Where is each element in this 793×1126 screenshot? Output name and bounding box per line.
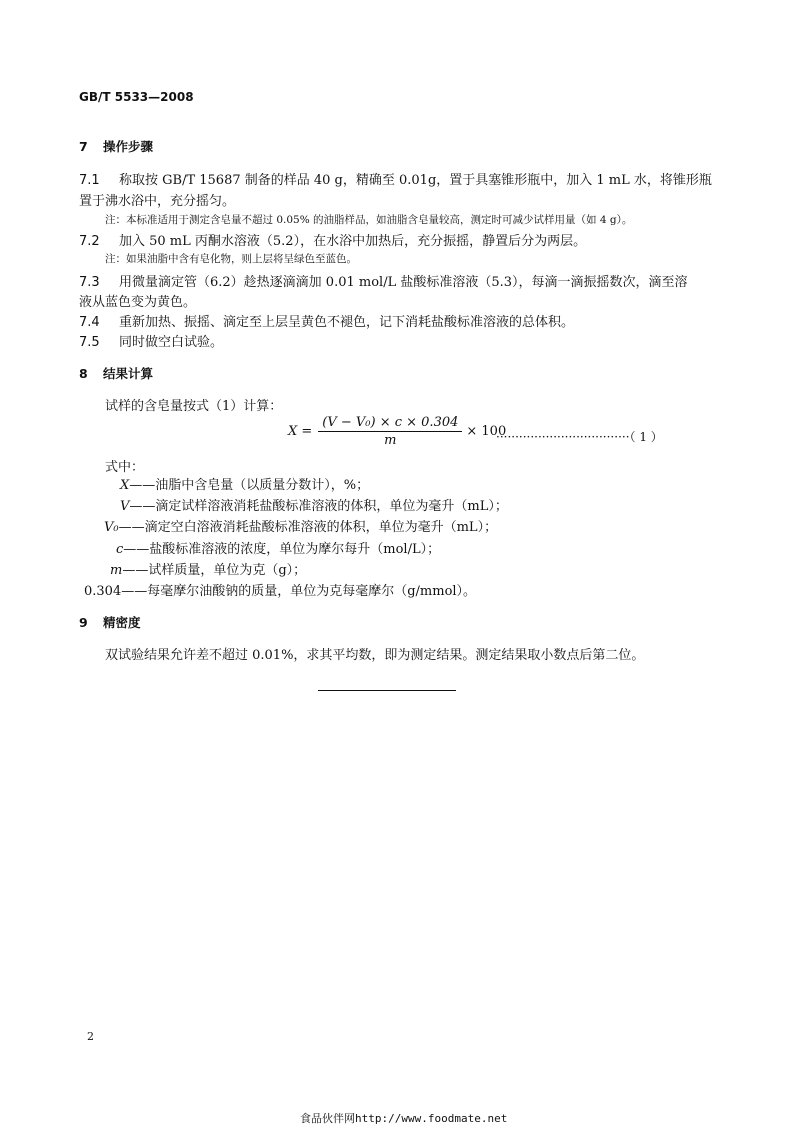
clause-number: 7.2 bbox=[79, 234, 100, 249]
var-symbol: c bbox=[116, 542, 124, 557]
clause-text: 同时做空白试验。 bbox=[119, 335, 224, 350]
section-number: 8 bbox=[79, 366, 88, 381]
standard-code: GB/T 5533—2008 bbox=[79, 90, 194, 104]
clause-number: 7.4 bbox=[79, 315, 100, 330]
where-label: 式中： bbox=[105, 460, 145, 475]
footer-watermark: 食品伙伴网http://www.foodmate.net bbox=[300, 1112, 508, 1125]
formula-1 bbox=[288, 415, 506, 448]
var-desc: ——试样质量，单位为克（g）； bbox=[122, 563, 307, 578]
var-symbol: m bbox=[110, 563, 123, 578]
section-8-heading bbox=[79, 364, 153, 382]
clause-7-3 bbox=[79, 271, 688, 290]
page-number: 2 bbox=[87, 1030, 94, 1043]
formula-fraction bbox=[318, 415, 462, 448]
section-title: 精密度 bbox=[103, 615, 141, 630]
note-7-2: 注：如果油脂中含有皂化物，则上层将呈绿色至蓝色。 bbox=[105, 253, 357, 265]
section-7-heading bbox=[79, 137, 153, 155]
var-desc: ——滴定试样溶液消耗盐酸标准溶液的体积，单位为毫升（mL）； bbox=[129, 499, 508, 514]
formula-numerator: (V − V₀) × c × 0.304 bbox=[318, 415, 462, 432]
precision-text: 双试验结果允许差不超过 0.01%，求其平均数，即为测定结果。测定结果取小数点后第二位。 bbox=[105, 648, 645, 663]
clause-7-1 bbox=[79, 169, 712, 188]
equation-number: ···································（ 1 ） bbox=[496, 430, 663, 444]
var-symbol: V bbox=[120, 499, 130, 514]
clause-number: 7.5 bbox=[79, 335, 100, 350]
var-symbol: 0.304 bbox=[84, 584, 122, 599]
var-desc: ——滴定空白溶液消耗盐酸标准溶液的体积，单位为毫升（mL）； bbox=[118, 520, 498, 535]
note-7-1: 注：本标准适用于测定含皂量不超过 0.05% 的油脂样品，如油脂含皂量较高，测定时可减少试样用量（如 4 g）。 bbox=[105, 214, 633, 226]
section-title: 操作步骤 bbox=[103, 139, 154, 154]
formula-denominator: m bbox=[384, 433, 397, 448]
section-title: 结果计算 bbox=[103, 366, 154, 381]
end-divider bbox=[318, 690, 456, 691]
var-desc: ——油脂中含皂量（以质量分数计），%； bbox=[129, 478, 370, 493]
var-desc: ——每毫摩尔油酸钠的质量，单位为克每毫摩尔（g/mmol）。 bbox=[121, 584, 477, 599]
clause-number: 7.1 bbox=[79, 173, 100, 188]
var-v0 bbox=[104, 516, 497, 535]
var-symbol: V₀ bbox=[104, 520, 119, 535]
var-constant bbox=[84, 580, 476, 599]
clause-7-5 bbox=[79, 331, 223, 350]
clause-7-3-cont: 液从蓝色变为黄色。 bbox=[79, 295, 197, 310]
clause-text: 用微量滴定管（6.2）趁热逐滴滴加 0.01 mol/L 盐酸标准溶液（5.3），每滴一滴振摇数次，滴至溶 bbox=[119, 275, 688, 290]
var-v bbox=[120, 495, 508, 514]
clause-text: 加入 50 mL 丙酮水溶液（5.2），在水浴中加热后，充分振摇，静置后分为两层。 bbox=[119, 234, 587, 249]
var-symbol: X bbox=[120, 478, 130, 493]
section-number: 9 bbox=[79, 615, 88, 630]
clause-text: 重新加热、振摇、滴定至上层呈黄色不褪色，记下消耗盐酸标准溶液的总体积。 bbox=[119, 315, 575, 330]
formula-lhs: X = bbox=[288, 424, 313, 439]
var-desc: ——盐酸标准溶液的浓度，单位为摩尔每升（mol/L）； bbox=[123, 542, 441, 557]
var-x bbox=[120, 474, 369, 493]
clause-7-4 bbox=[79, 311, 574, 330]
clause-7-2 bbox=[79, 230, 586, 249]
formula-tail: × 100 bbox=[466, 424, 507, 439]
clause-text: 称取按 GB/T 15687 制备的样品 40 g，精确至 0.01g，置于具塞锥形瓶中，加入 1 mL 水，将锥形瓶 bbox=[119, 173, 712, 188]
section-number: 7 bbox=[79, 139, 88, 154]
var-c bbox=[116, 538, 440, 557]
section-9-heading bbox=[79, 613, 141, 631]
clause-7-1-cont: 置于沸水浴中，充分摇匀。 bbox=[79, 194, 236, 209]
var-m bbox=[110, 559, 306, 578]
formula-intro: 试样的含皂量按式（1）计算： bbox=[105, 399, 283, 414]
clause-number: 7.3 bbox=[79, 275, 100, 290]
